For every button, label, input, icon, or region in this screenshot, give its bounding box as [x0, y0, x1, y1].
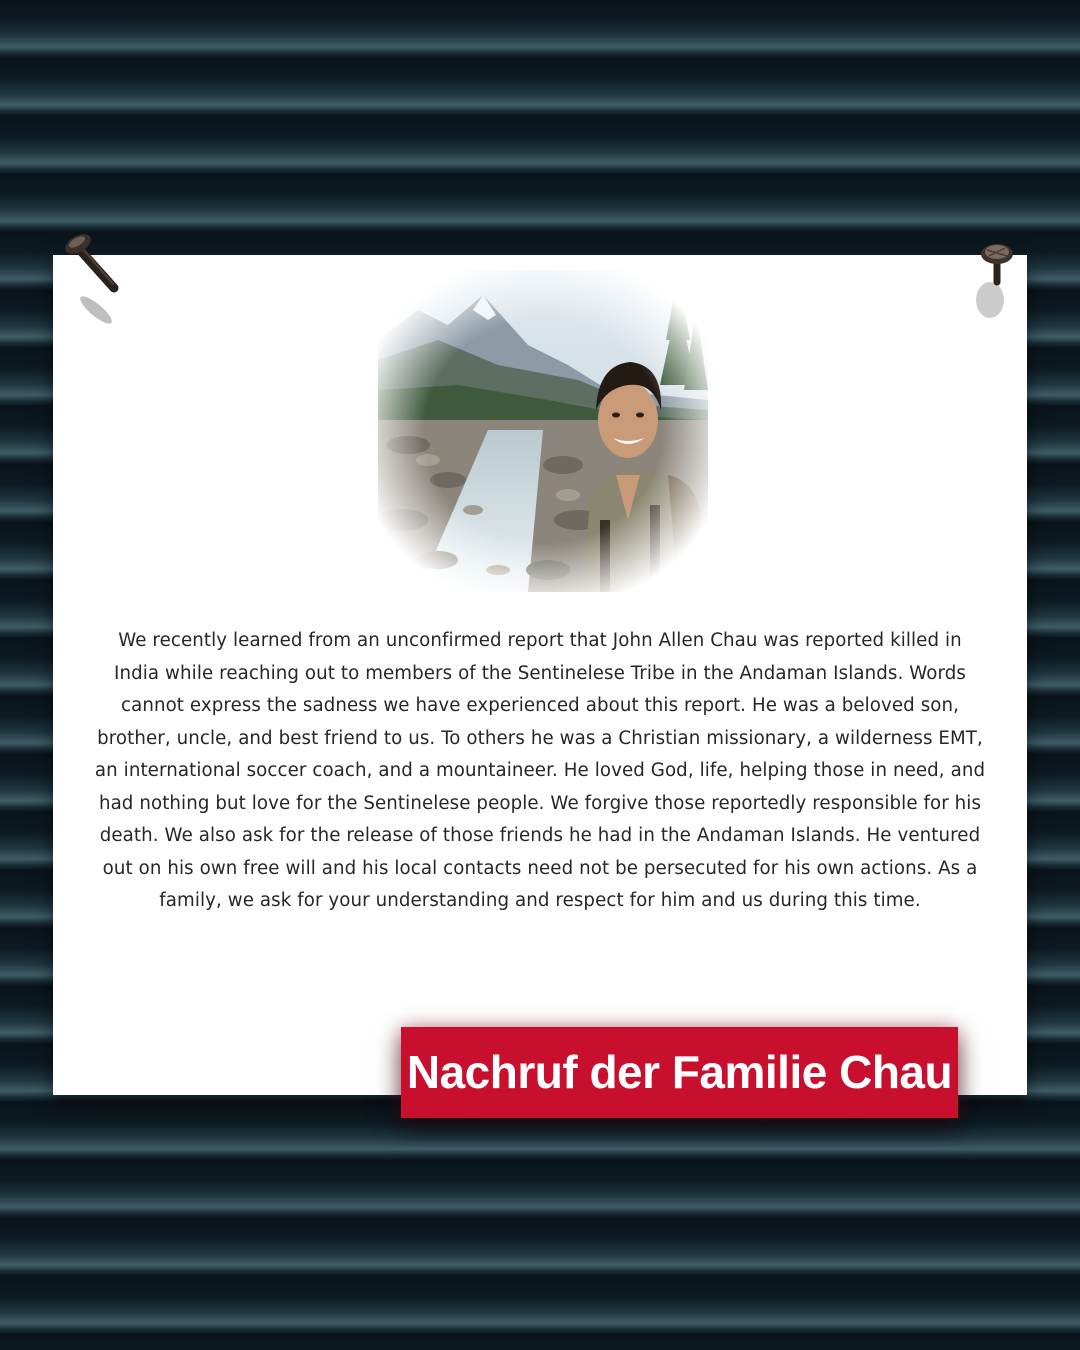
statement-text: We recently learned from an unconfirmed report that John Allen Chau was reported killed in India while reaching out to members of the Sentinelese Tribe in the Andaman Islands. Words cannot express the sadness we have experienced about this report. He was a beloved son, brother, uncle, and best friend to us. To others he was a Christian missionary, a wilderness EMT, an international soccer coach, and a mountaineer. He loved God, life, helping those in need, and had nothing but love for the Sentinelese people. We forgive those reportedly responsible for his death. We also ask for the release of those friends he had in the Andaman Islands. He ventured out on his own free will and his local contacts need not be persecuted for his own actions. As a family, we ask for your understanding and respect for him and us during this time. [94, 630, 986, 911]
portrait-photo [378, 270, 708, 592]
nail-icon [58, 228, 128, 328]
notice-paper [53, 255, 1027, 1095]
nail-icon [965, 238, 1025, 328]
title-banner: Nachruf der Familie Chau [401, 1027, 958, 1118]
